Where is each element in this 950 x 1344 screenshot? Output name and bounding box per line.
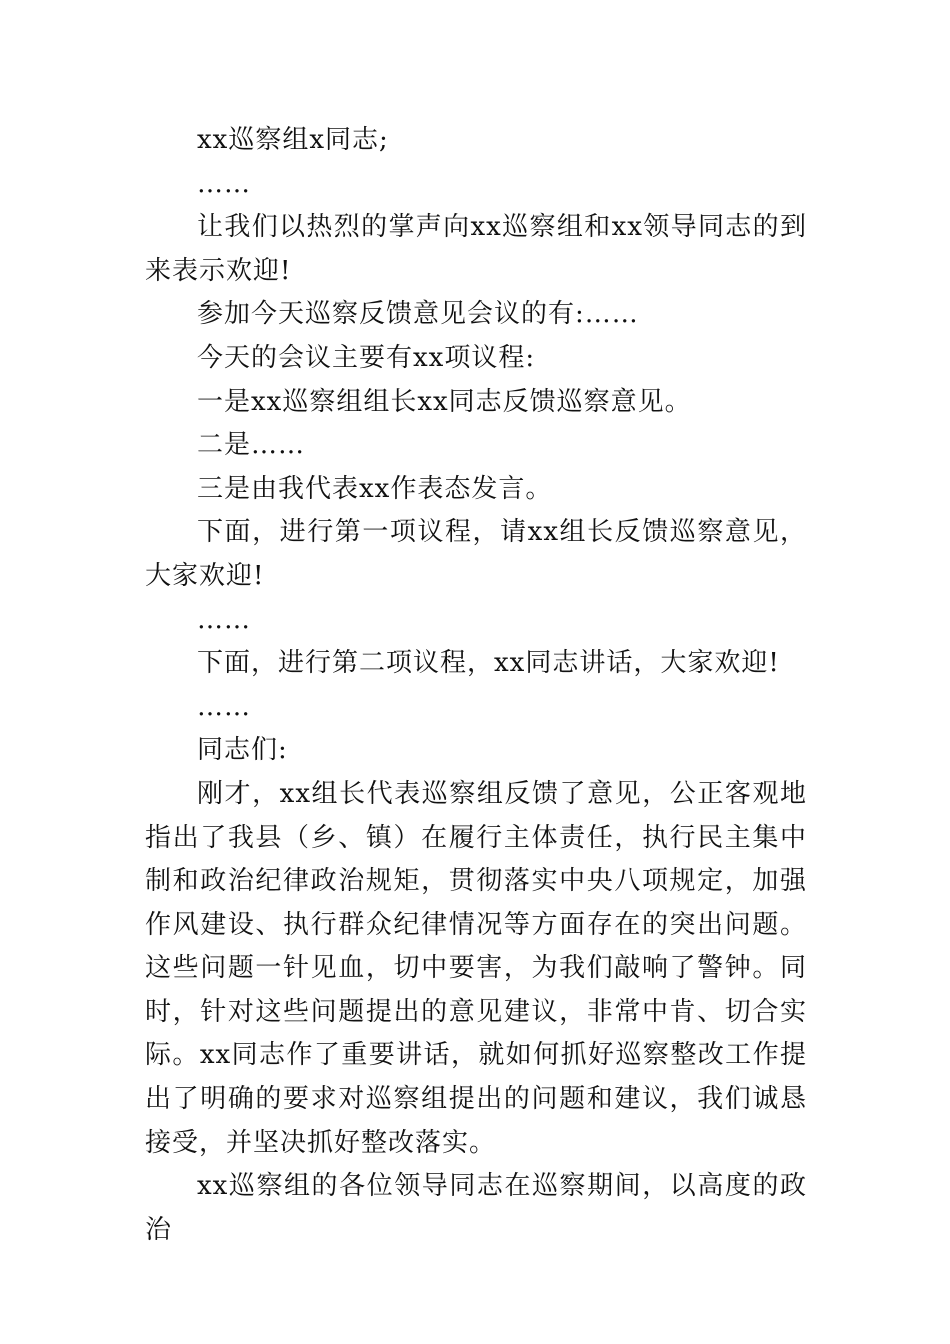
document-body	[145, 119, 807, 1252]
paragraph: ……	[197, 691, 251, 722]
paragraph: ……	[197, 604, 251, 635]
paragraph: 一是xx巡察组组长xx同志反馈巡察意见。	[197, 386, 692, 417]
paragraph: 让我们以热烈的掌声向xx巡察组和xx领导同志的到来表示欢迎!	[145, 212, 807, 286]
paragraph: 刚才，xx组长代表巡察组反馈了意见，公正客观地指出了我县（乡、镇）在履行主体责任，执行民主集中制和政治纪律政治规矩，贯彻落实中央八项规定，加强作风建设、执行群众纪律情况等方面存在的突出问题。这些问题一针见血，切中要害，为我们敲响了警钟。同时，针对这些问题提出的意见建议，非常中肯、切合实际。xx同志作了重要讲话，就如何抓好巡察整改工作提出了明确的要求对巡察组提出的问题和建议，我们诚恳接受，并坚决抓好整改落实。	[145, 778, 807, 1158]
paragraph: 今天的会议主要有xx项议程:	[197, 342, 536, 373]
paragraph: xx巡察组x同志;	[197, 125, 389, 155]
paragraph: 参加今天巡察反馈意见会议的有:……	[197, 299, 639, 330]
paragraph: 同志们:	[197, 735, 288, 766]
paragraph: 三是由我代表xx作表态发言。	[197, 473, 553, 504]
paragraph: 二是……	[197, 430, 306, 461]
paragraph: 下面，进行第一项议程，请xx组长反馈巡察意见，大家欢迎!	[145, 517, 807, 591]
paragraph: xx巡察组的各位领导同志在巡察期间，以高度的政治	[145, 1171, 807, 1245]
paragraph: 下面，进行第二项议程，xx同志讲话，大家欢迎!	[197, 648, 780, 679]
paragraph: ……	[197, 168, 251, 199]
